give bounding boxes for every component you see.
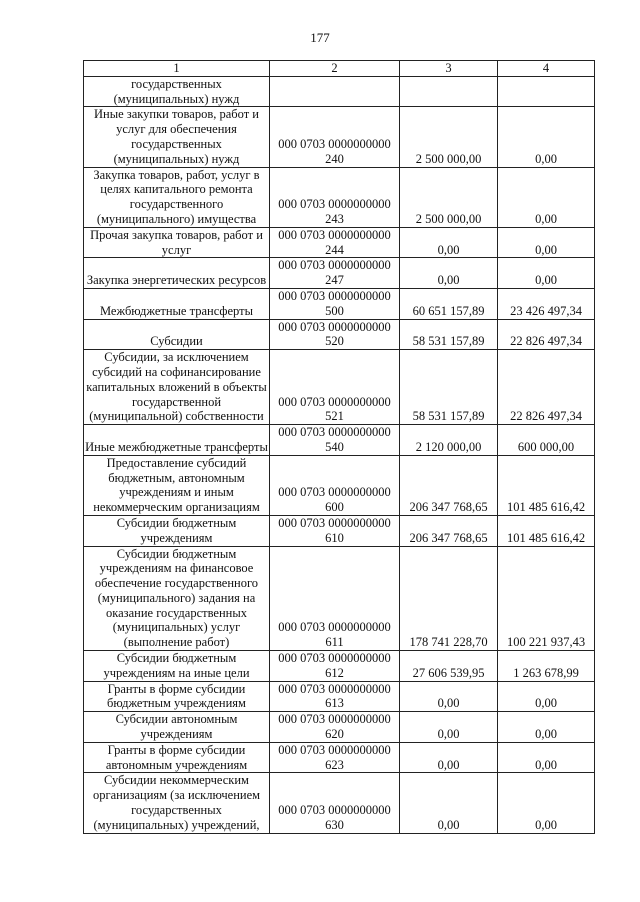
row-fact-amount-cell: 0,00 <box>498 258 595 289</box>
table-row <box>84 515 595 546</box>
row-fact-amount-cell: 22 826 497,34 <box>498 319 595 350</box>
page-number: 177 <box>310 30 330 45</box>
row-fact-amount-cell: 22 826 497,34 <box>498 350 595 425</box>
table-row <box>84 425 595 456</box>
row-name-cell: Иные межбюджетные трансферты <box>84 425 270 456</box>
row-name-cell: Субсидии, за исключением субсидий на софинансирование капитальных вложений в объекты государственной (муниципальной) собственности <box>84 350 270 425</box>
row-name-cell: Закупка энергетических ресурсов <box>84 258 270 289</box>
table-row <box>84 288 595 319</box>
row-code-cell: 000 0703 0000000000 613 <box>270 681 400 712</box>
table-header-row <box>84 61 595 77</box>
row-code-cell: 000 0703 0000000000 243 <box>270 167 400 227</box>
row-fact-amount-cell: 0,00 <box>498 681 595 712</box>
row-plan-amount-cell: 27 606 539,95 <box>400 651 498 682</box>
row-code-cell: 000 0703 0000000000 600 <box>270 455 400 515</box>
table-body <box>84 76 595 833</box>
row-code-cell: 000 0703 0000000000 611 <box>270 546 400 651</box>
row-plan-amount-cell <box>400 76 498 107</box>
row-fact-amount-cell: 101 485 616,42 <box>498 515 595 546</box>
row-code-cell: 000 0703 0000000000 630 <box>270 773 400 833</box>
row-name-cell: Предоставление субсидий бюджетным, автономным учреждениям и иным некоммерческим организациям <box>84 455 270 515</box>
budget-table <box>83 60 595 834</box>
row-code-cell: 000 0703 0000000000 620 <box>270 712 400 743</box>
column-header-3: 3 <box>400 61 498 77</box>
row-plan-amount-cell: 0,00 <box>400 712 498 743</box>
row-code-cell: 000 0703 0000000000 521 <box>270 350 400 425</box>
row-name-cell: Закупка товаров, работ, услуг в целях капитального ремонта государственного (муниципального) имущества <box>84 167 270 227</box>
table-row <box>84 227 595 258</box>
row-code-cell: 000 0703 0000000000 623 <box>270 742 400 773</box>
table-row <box>84 350 595 425</box>
column-header-4: 4 <box>498 61 595 77</box>
row-name-cell: Межбюджетные трансферты <box>84 288 270 319</box>
row-plan-amount-cell: 60 651 157,89 <box>400 288 498 319</box>
row-plan-amount-cell: 0,00 <box>400 773 498 833</box>
row-plan-amount-cell: 206 347 768,65 <box>400 455 498 515</box>
row-plan-amount-cell: 178 741 228,70 <box>400 546 498 651</box>
row-name-cell: Субсидии некоммерческим организациям (за исключением государственных (муниципальных) учреждений, <box>84 773 270 833</box>
table-row <box>84 773 595 833</box>
column-header-2: 2 <box>270 61 400 77</box>
table-row <box>84 107 595 167</box>
row-plan-amount-cell: 0,00 <box>400 258 498 289</box>
row-fact-amount-cell: 0,00 <box>498 107 595 167</box>
row-code-cell <box>270 76 400 107</box>
table-row <box>84 167 595 227</box>
row-code-cell: 000 0703 0000000000 247 <box>270 258 400 289</box>
row-code-cell: 000 0703 0000000000 244 <box>270 227 400 258</box>
row-code-cell: 000 0703 0000000000 500 <box>270 288 400 319</box>
row-fact-amount-cell: 100 221 937,43 <box>498 546 595 651</box>
row-fact-amount-cell: 0,00 <box>498 773 595 833</box>
row-plan-amount-cell: 58 531 157,89 <box>400 319 498 350</box>
table-row <box>84 258 595 289</box>
row-name-cell: Иные закупки товаров, работ и услуг для обеспечения государственных (муниципальных) нужд <box>84 107 270 167</box>
table-row <box>84 742 595 773</box>
column-header-1: 1 <box>84 61 270 77</box>
row-fact-amount-cell: 23 426 497,34 <box>498 288 595 319</box>
table-row <box>84 319 595 350</box>
row-name-cell: Гранты в форме субсидии автономным учреждениям <box>84 742 270 773</box>
row-name-cell: Субсидии автономным учреждениям <box>84 712 270 743</box>
row-code-cell: 000 0703 0000000000 540 <box>270 425 400 456</box>
row-plan-amount-cell: 0,00 <box>400 742 498 773</box>
table-row <box>84 76 595 107</box>
row-plan-amount-cell: 2 500 000,00 <box>400 107 498 167</box>
row-code-cell: 000 0703 0000000000 240 <box>270 107 400 167</box>
row-name-cell: Субсидии бюджетным учреждениям на иные цели <box>84 651 270 682</box>
row-fact-amount-cell: 101 485 616,42 <box>498 455 595 515</box>
row-code-cell: 000 0703 0000000000 520 <box>270 319 400 350</box>
row-fact-amount-cell: 1 263 678,99 <box>498 651 595 682</box>
row-plan-amount-cell: 206 347 768,65 <box>400 515 498 546</box>
table-row <box>84 455 595 515</box>
row-fact-amount-cell <box>498 76 595 107</box>
row-fact-amount-cell: 0,00 <box>498 167 595 227</box>
row-name-cell: государственных (муниципальных) нужд <box>84 76 270 107</box>
table-row <box>84 681 595 712</box>
row-plan-amount-cell: 2 120 000,00 <box>400 425 498 456</box>
row-name-cell: Субсидии бюджетным учреждениям на финансовое обеспечение государственного (муниципального) задания на оказание государственных (муниципальных) услуг (выполнение работ) <box>84 546 270 651</box>
row-fact-amount-cell: 0,00 <box>498 712 595 743</box>
table-row <box>84 712 595 743</box>
row-fact-amount-cell: 600 000,00 <box>498 425 595 456</box>
table-row <box>84 546 595 651</box>
row-plan-amount-cell: 0,00 <box>400 681 498 712</box>
row-plan-amount-cell: 0,00 <box>400 227 498 258</box>
row-code-cell: 000 0703 0000000000 610 <box>270 515 400 546</box>
row-name-cell: Гранты в форме субсидии бюджетным учреждениям <box>84 681 270 712</box>
row-name-cell: Субсидии бюджетным учреждениям <box>84 515 270 546</box>
row-fact-amount-cell: 0,00 <box>498 227 595 258</box>
row-code-cell: 000 0703 0000000000 612 <box>270 651 400 682</box>
table-row <box>84 651 595 682</box>
row-plan-amount-cell: 58 531 157,89 <box>400 350 498 425</box>
row-name-cell: Прочая закупка товаров, работ и услуг <box>84 227 270 258</box>
row-name-cell: Субсидии <box>84 319 270 350</box>
row-plan-amount-cell: 2 500 000,00 <box>400 167 498 227</box>
row-fact-amount-cell: 0,00 <box>498 742 595 773</box>
